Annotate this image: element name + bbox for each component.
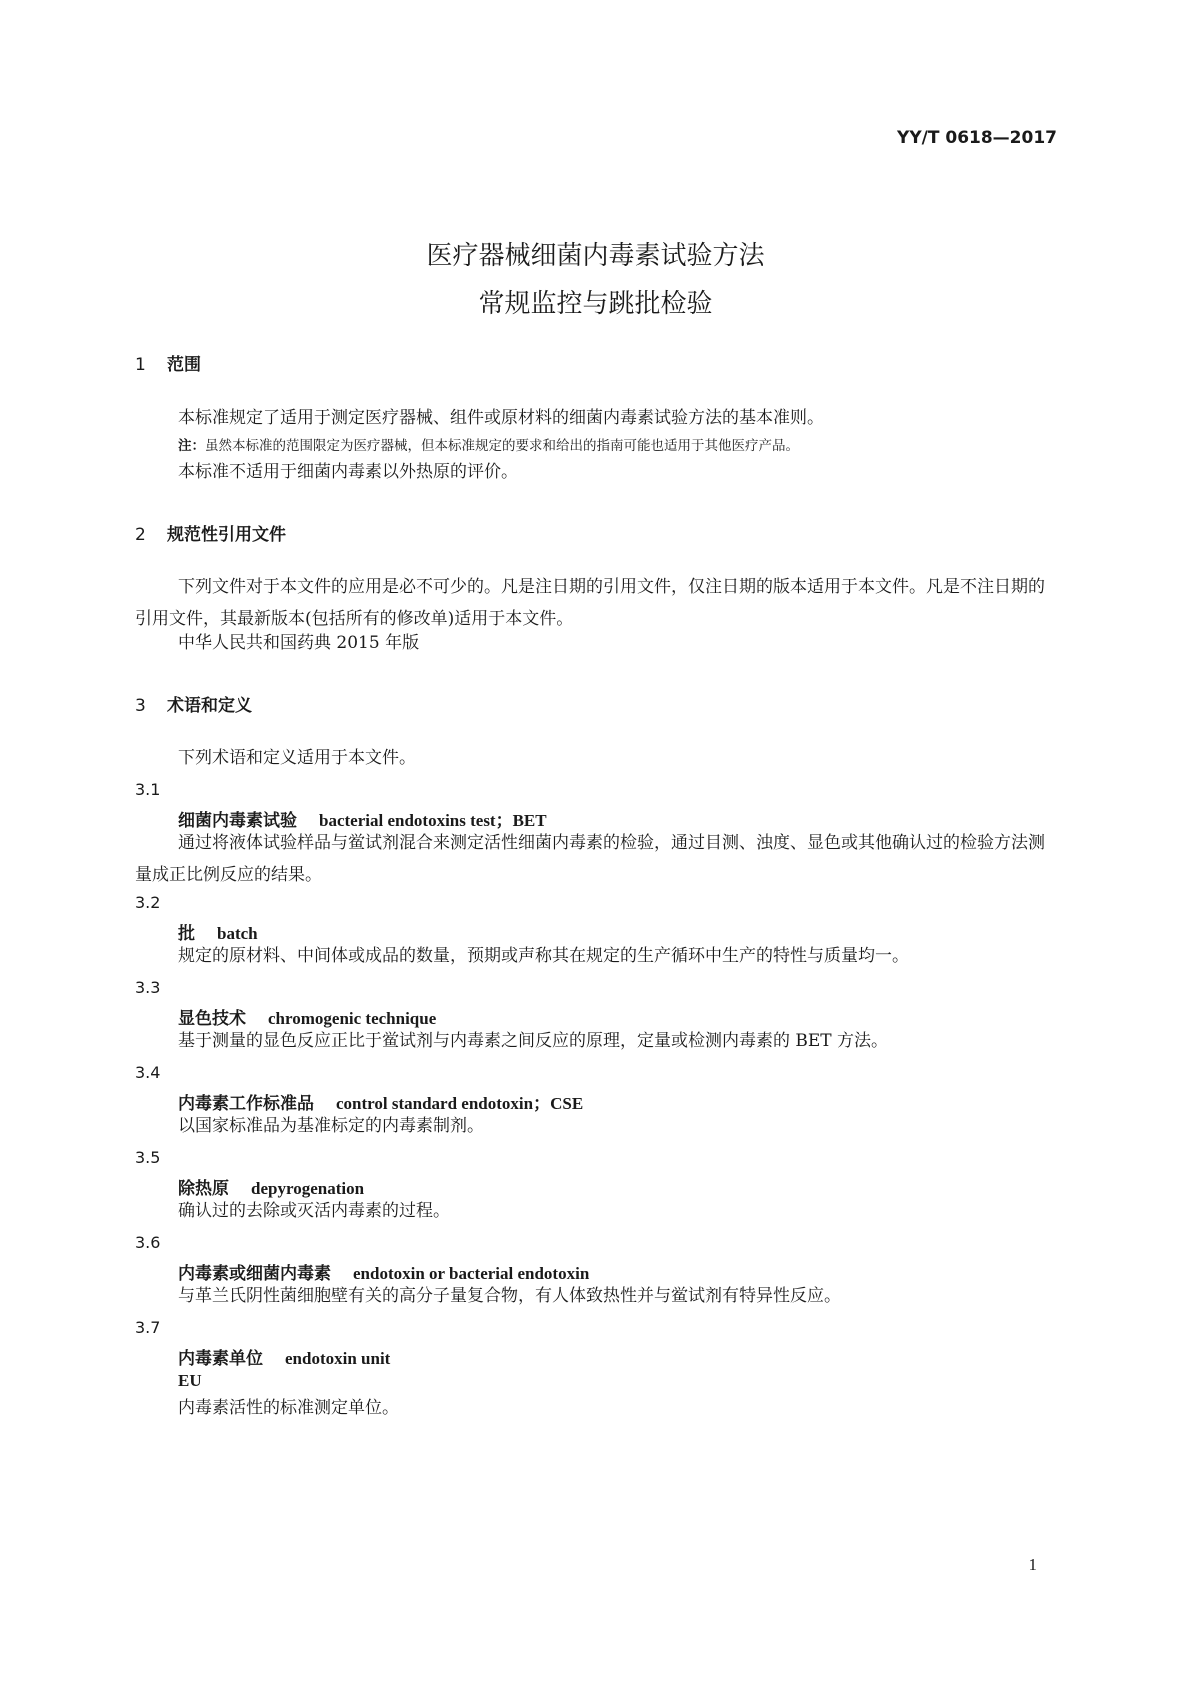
term-zh: 内毒素或细菌内毒素 — [178, 1264, 331, 1284]
section-title: 术语和定义 — [167, 696, 252, 716]
section-number: 1 — [135, 355, 146, 375]
term-number: 3.2 — [135, 893, 161, 912]
term-number: 3.7 — [135, 1318, 161, 1337]
term-en: endotoxin unit — [285, 1349, 391, 1368]
standard-number: YY/T 0618—2017 — [897, 128, 1057, 148]
term-number: 3.6 — [135, 1233, 161, 1252]
term-number: 3.4 — [135, 1063, 161, 1082]
term-definition: 基于测量的显色反应正比于鲎试剂与内毒素之间反应的原理，定量或检测内毒素的 BET 方法。 — [178, 1031, 889, 1051]
note-text: 虽然本标准的范围限定为医疗器械，但本标准规定的要求和给出的指南可能也适用于其他医疗产品。 — [205, 438, 799, 454]
term-definition: 通过将液体试验样品与鲎试剂混合来测定活性细菌内毒素的检验，通过目测、浊度、显色或其他确认过的检验方法测量成正比例反应的结果。 — [135, 833, 1045, 885]
term-zh: 细菌内毒素试验 — [178, 811, 297, 831]
term-entry — [178, 1344, 390, 1369]
term-en: chromogenic technique — [268, 1009, 437, 1028]
note-label: 注： — [178, 438, 205, 454]
note — [178, 436, 1058, 456]
term-definition: 确认过的去除或灭活内毒素的过程。 — [178, 1201, 450, 1221]
term-zh: 内毒素工作标准品 — [178, 1094, 314, 1114]
title-line-2: 常规监控与跳批检验 — [478, 289, 713, 319]
term-zh: 内毒素单位 — [178, 1349, 263, 1369]
term-zh: 批 — [178, 924, 195, 944]
page-number: 1 — [1028, 1555, 1037, 1574]
paragraph: 下列术语和定义适用于本文件。 — [178, 748, 416, 768]
section-heading-terms — [135, 691, 252, 716]
paragraph: 中华人民共和国药典 2015 年版 — [178, 633, 420, 653]
term-en: endotoxin or bacterial endotoxin — [353, 1264, 590, 1283]
term-en: bacterial endotoxins test；BET — [319, 811, 547, 830]
term-zh: 显色技术 — [178, 1009, 246, 1029]
paragraph: 本标准规定了适用于测定医疗器械、组件或原材料的细菌内毒素试验方法的基本准则。 — [178, 408, 824, 428]
term-definition: 与革兰氏阴性菌细胞壁有关的高分子量复合物，有人体致热性并与鲎试剂有特异性反应。 — [178, 1286, 841, 1306]
term-en: control standard endotoxin；CSE — [336, 1094, 584, 1113]
term-zh: 除热原 — [178, 1179, 229, 1199]
document-title — [0, 232, 1191, 328]
paragraph: 下列文件对于本文件的应用是必不可少的。凡是注日期的引用文件，仅注日期的版本适用于本文件。凡是不注日期的引用文件，其最新版本(包括所有的修改单)适用于本文件。 — [135, 577, 1045, 629]
section-heading-scope — [135, 350, 201, 375]
paragraph: 本标准不适用于细菌内毒素以外热原的评价。 — [178, 462, 518, 482]
term-number: 3.3 — [135, 978, 161, 997]
term-definition: 以国家标准品为基准标定的内毒素制剂。 — [178, 1116, 484, 1136]
section-title: 范围 — [167, 355, 201, 375]
term-number: 3.1 — [135, 780, 161, 799]
term-number: 3.5 — [135, 1148, 161, 1167]
term-definition: 内毒素活性的标准测定单位。 — [178, 1398, 399, 1418]
section-heading-normative — [135, 520, 286, 545]
term-definition: 规定的原材料、中间体或成品的数量，预期或声称其在规定的生产循环中生产的特性与质量均一。 — [178, 946, 909, 966]
section-number: 2 — [135, 525, 146, 545]
term-en: depyrogenation — [251, 1179, 365, 1198]
section-title: 规范性引用文件 — [167, 525, 286, 545]
title-line-1: 医疗器械细菌内毒素试验方法 — [426, 241, 765, 271]
section-number: 3 — [135, 696, 146, 716]
term-abbreviation: EU — [178, 1371, 202, 1390]
term-en: batch — [217, 924, 258, 943]
